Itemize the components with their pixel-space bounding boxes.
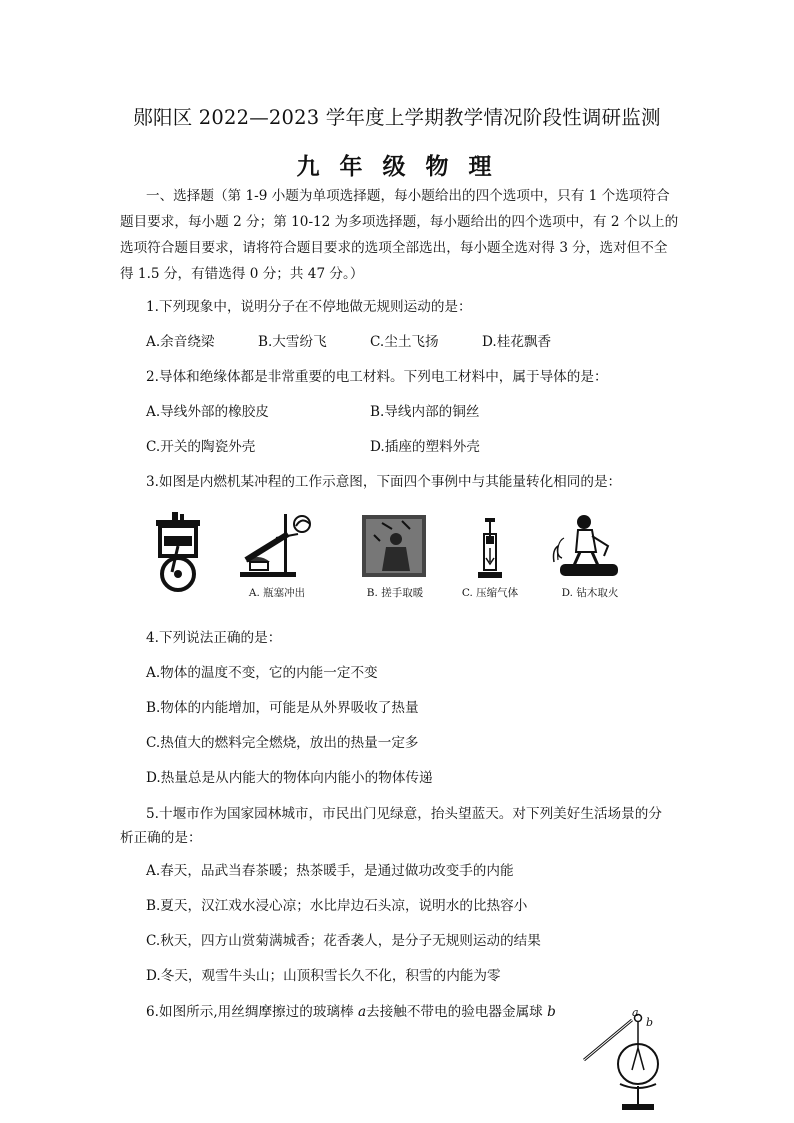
q1-option-a: A.余音绕梁 bbox=[146, 334, 215, 350]
figure-label-b: b bbox=[646, 1016, 654, 1029]
q3-caption-c: C. 压缩气体 bbox=[461, 587, 519, 599]
q5-stem-line-1: 5.十堰市作为国家园林城市，市民出门见绿意，抬头望蓝天。对下列美好生活场景的分 bbox=[146, 806, 662, 822]
q5-option-a: A.春天，品武当春茶暖；热茶暖手，是通过做功改变手的内能 bbox=[146, 863, 514, 879]
exam-title: 郧阳区 2022—2023 学年度上学期教学情况阶段性调研监测 bbox=[133, 106, 661, 129]
q6-var-b: b bbox=[547, 1004, 556, 1020]
q5-stem-line-2: 析正确的是： bbox=[120, 830, 202, 846]
drill-wood-fire-figure bbox=[550, 512, 622, 580]
q4-stem: 4.下列说法正确的是： bbox=[146, 630, 282, 646]
q4-option-d: D.热量总是从内能大的物体向内能小的物体传递 bbox=[146, 770, 433, 786]
exam-subtitle: 九 年 级 物 理 bbox=[296, 153, 498, 180]
q4-option-a: A.物体的温度不变，它的内能一定不变 bbox=[146, 665, 378, 681]
q2-option-d: D.插座的塑料外壳 bbox=[370, 439, 480, 455]
instructions-line-4: 得 1.5 分，有错选得 0 分；共 47 分。） bbox=[120, 266, 364, 282]
instructions-line-3: 选项符合题目要求，请将符合题目要求的选项全部选出，每小题全选对得 3 分，选对但不全 bbox=[120, 240, 668, 256]
q5-option-b: B.夏天，汉江戏水浸心凉；水比岸边石头凉，说明水的比热容小 bbox=[146, 898, 528, 914]
q6-stem-mid: 去接触不带电的验电器金属球 bbox=[366, 1004, 548, 1020]
q6-stem bbox=[146, 1000, 556, 1020]
q2-stem: 2.导体和绝缘体都是非常重要的电工材料。下列电工材料中，属于导体的是： bbox=[146, 369, 608, 385]
q5-option-d: D.冬天，观雪牛头山；山顶积雪长久不化，积雪的内能为零 bbox=[146, 968, 501, 984]
rubbing-hands-figure bbox=[362, 515, 426, 577]
q1-option-d: D.桂花飘香 bbox=[482, 334, 552, 350]
figure-label-a: a bbox=[632, 1006, 639, 1019]
electroscope-figure bbox=[580, 1008, 670, 1114]
q1-option-c: C.尘土飞扬 bbox=[370, 334, 439, 350]
q4-option-c: C.热值大的燃料完全燃烧，放出的热量一定多 bbox=[146, 735, 419, 751]
instructions-line-2: 题目要求，每小题 2 分；第 10-12 为多项选择题，每小题给出的四个选项中，有 2 个以上的 bbox=[120, 214, 679, 230]
q3-stem: 3.如图是内燃机某冲程的工作示意图，下面四个事例中与其能量转化相同的是： bbox=[146, 474, 622, 490]
q2-option-a: A.导线外部的橡胶皮 bbox=[146, 404, 269, 420]
engine-stroke-diagram bbox=[150, 512, 206, 596]
q2-option-b: B.导线内部的铜丝 bbox=[370, 404, 480, 420]
q4-option-b: B.物体的内能增加，可能是从外界吸收了热量 bbox=[146, 700, 419, 716]
q1-option-b: B.大雪纷飞 bbox=[258, 334, 327, 350]
q3-caption-a: A. 瓶塞冲出 bbox=[248, 587, 306, 599]
q6-stem-pre: 6.如图所示,用丝绸摩擦过的玻璃棒 bbox=[146, 1004, 358, 1020]
instructions-line-1: 一、选择题（第 1-9 小题为单项选择题，每小题给出的四个选项中，只有 1 个选项符合 bbox=[146, 188, 670, 204]
q1-stem: 1.下列现象中，说明分子在不停地做无规则运动的是： bbox=[146, 299, 472, 315]
q3-caption-d: D. 钻木取火 bbox=[561, 587, 619, 599]
q2-option-c: C.开关的陶瓷外壳 bbox=[146, 439, 256, 455]
bottle-cork-figure bbox=[236, 512, 320, 578]
compress-gas-figure bbox=[476, 518, 504, 580]
q3-caption-b: B. 搓手取暖 bbox=[366, 587, 424, 599]
q6-var-a: a bbox=[357, 1004, 367, 1020]
q5-option-c: C.秋天，四方山赏菊满城香；花香袭人，是分子无规则运动的结果 bbox=[146, 933, 541, 949]
